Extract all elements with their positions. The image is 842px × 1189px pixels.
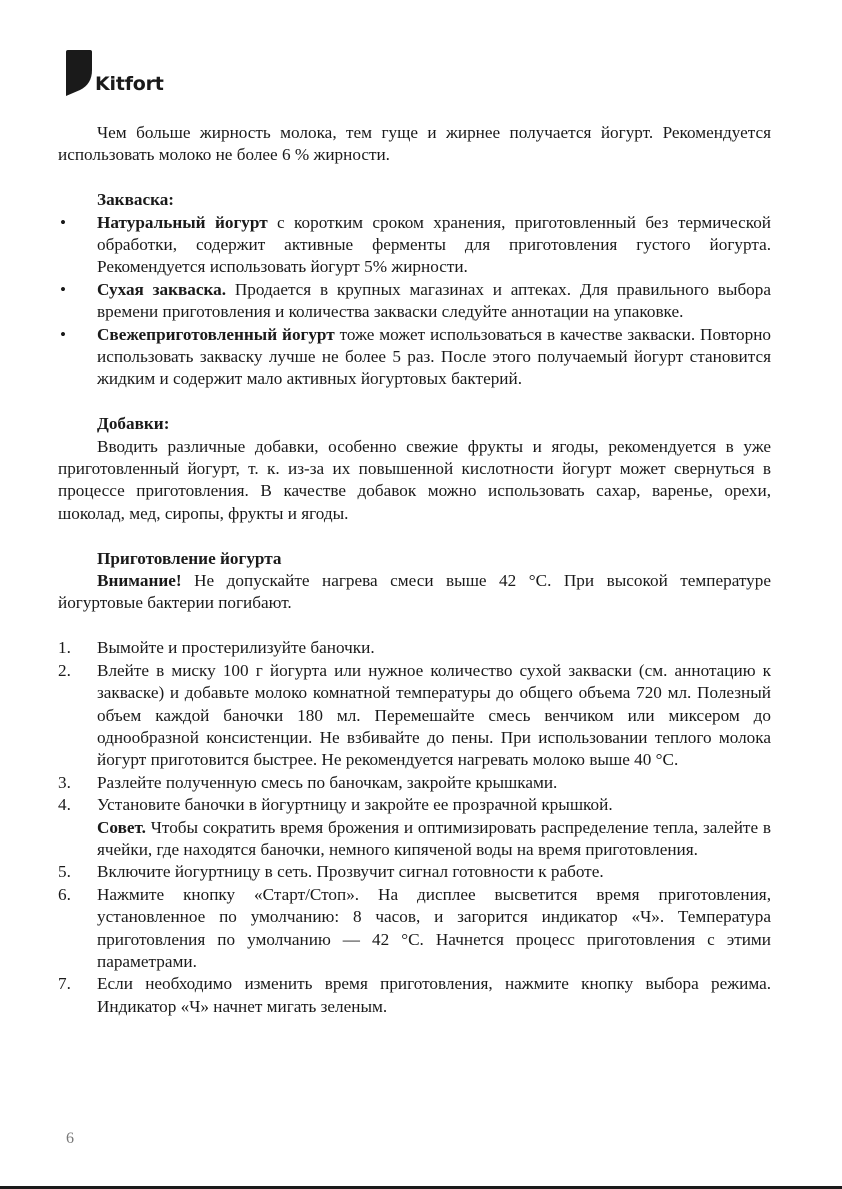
item-bold: Свежеприготовленный йогурт	[97, 324, 335, 344]
list-item	[58, 637, 771, 659]
warning-text: Не допускайте нагрева смеси выше 42 °С. При высокой температуре йогуртовые бактерии погибают.	[58, 571, 771, 613]
tip-label: Совет.	[97, 817, 146, 837]
step-text: Вымойте и простерилизуйте баночки.	[97, 638, 375, 658]
intro-paragraph: Чем больше жирность молока, тем гуще и жирнее получается йогурт. Рекомендуется использовать молоко не более 6 % жирности.	[58, 123, 771, 165]
step-text: Разлейте полученную смесь по баночкам, закройте крышками.	[97, 772, 558, 792]
step-text: Влейте в миску 100 г йогурта или нужное количество сухой закваски (см. аннотацию к закваске) и добавьте молоко комнатной температуры до общего объема 720 мл. Полезный объем каждой баночки 180 мл. Перемешайте смесь венчиком или миксером до однообразной консистенции. Не взбивайте до пены. При использовании теплого молока йогурт приготовится быстрее. Не рекомендуется нагревать молоко выше 40 °С.	[97, 660, 771, 770]
bullet-icon: •	[60, 212, 67, 232]
list-item	[58, 279, 771, 324]
item-bold: Натуральный йогурт	[97, 212, 268, 232]
step-text: Нажмите кнопку «Старт/Стоп». На дисплее высветится время приготовления, установленное по умолчанию: 8 часов, и загорится индикатор «Ч». Температура приготовления по умолчанию — 42 °С. Начнется процесс приготовления с этими параметрами.	[97, 884, 771, 971]
brand-name: Kitfort	[95, 73, 164, 95]
list-item	[58, 884, 771, 974]
steps-list	[58, 637, 771, 1018]
starter-heading: Закваска:	[97, 190, 175, 210]
main-content	[58, 122, 771, 1018]
step-number: 1.	[58, 638, 71, 658]
step-number: 6.	[58, 884, 71, 904]
step-number: 3.	[58, 772, 71, 792]
kitfort-logo-icon	[66, 50, 92, 96]
bullet-icon: •	[60, 279, 67, 299]
item-text: тоже может использоваться в качестве закваски. Повторно использовать закваску лучше не более 5 раз. После этого получаемый йогурт становится жидким и содержит мало активных йогуртовых бактерий.	[97, 324, 771, 389]
item-text: Продается в крупных магазинах и аптеках. Для правильного выбора времени приготовления и количества закваски следуйте аннотации на упаковке.	[97, 279, 771, 322]
warning-paragraph	[58, 570, 771, 615]
list-item	[58, 794, 771, 861]
item-text: с коротким сроком хранения, приготовленный без термической обработки, содержит активные ферменты для приготовления густого йогурта. Рекомендуется использовать йогурт 5% жирности.	[97, 212, 771, 277]
tip-text: Чтобы сократить время брожения и оптимизировать распределение тепла, залейте в ячейки, где находятся баночки, немного кипяченой воды на время приготовления.	[97, 817, 771, 859]
step-text: Включите йогуртницу в сеть. Прозвучит сигнал готовности к работе.	[97, 862, 604, 882]
list-item	[58, 212, 771, 279]
bullet-icon: •	[60, 324, 67, 344]
tip-paragraph	[97, 817, 771, 862]
step-number: 7.	[58, 974, 71, 994]
additives-heading: Добавки:	[97, 414, 170, 434]
list-item	[58, 660, 771, 772]
preparation-heading: Приготовление йогурта	[97, 548, 282, 568]
step-number: 4.	[58, 795, 71, 815]
step-number: 2.	[58, 660, 71, 680]
warning-label: Внимание!	[97, 571, 182, 591]
step-number: 5.	[58, 862, 71, 882]
list-item	[58, 772, 771, 794]
item-bold: Сухая закваска.	[97, 279, 227, 299]
step-text: Установите баночки в йогуртницу и закройте ее прозрачной крышкой.	[97, 795, 613, 815]
list-item	[58, 973, 771, 1018]
additives-paragraph: Вводить различные добавки, особенно свежие фрукты и ягоды, рекомендуется в уже приготовленный йогурт, т. к. из-за их повышенной кислотности йогурт может свернуться в процессе приготовления. В качестве добавок можно использовать сахар, варенье, орехи, шоколад, мед, сиропы, фрукты и ягоды.	[58, 436, 771, 523]
starter-list	[58, 212, 771, 391]
step-text: Если необходимо изменить время приготовления, нажмите кнопку выбора режима. Индикатор «Ч» начнет мигать зеленым.	[97, 974, 771, 1016]
list-item	[58, 324, 771, 391]
page-number: 6	[66, 1130, 74, 1147]
list-item	[58, 861, 771, 883]
kitfort-logo	[66, 50, 164, 96]
